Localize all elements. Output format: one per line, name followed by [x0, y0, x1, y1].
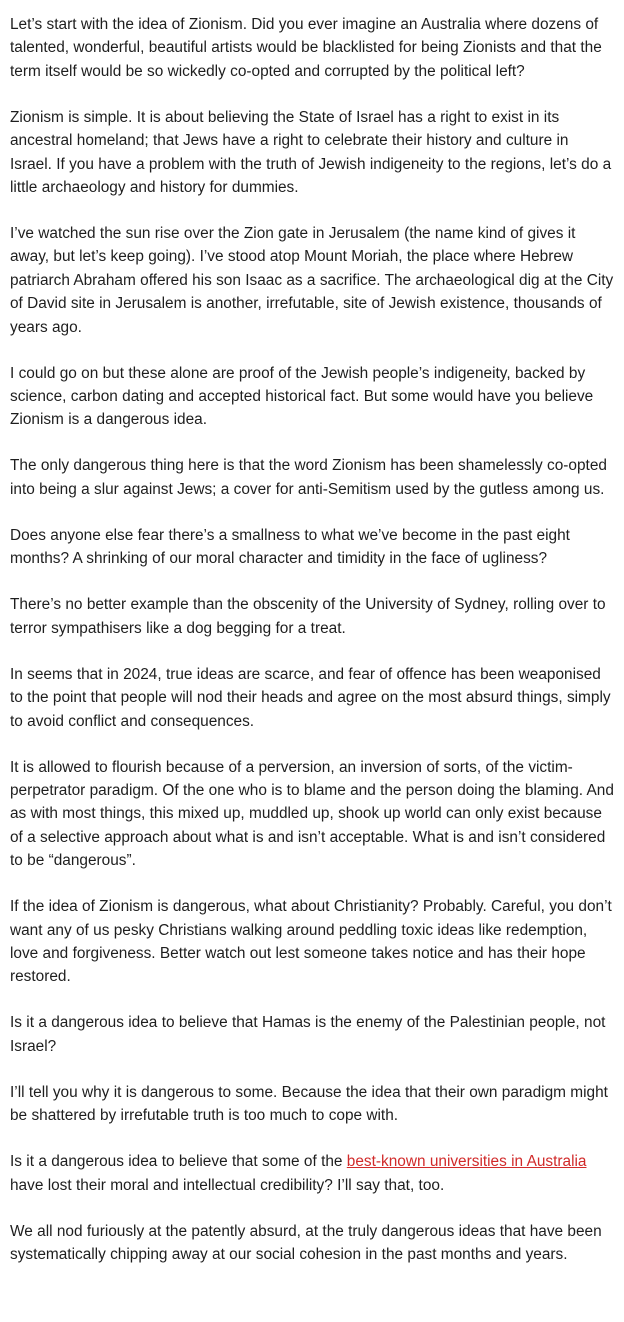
paragraph-9: It is allowed to flourish because of a perversion, an inversion of sorts, of the victim-perpetrator paradigm. Of the one who is to blame and the person doing the blaming. And as with most things, this mixed up, muddled up, shook up world can only exist because of a selective approach about what is and isn’t acceptable. What is and isn’t considered to be “dangerous”.	[10, 758, 614, 870]
paragraph-13	[10, 1150, 614, 1197]
paragraph-13-tail: have lost their moral and intellectual credibility? I’ll say that, too.	[10, 1176, 445, 1194]
paragraph-8: In seems that in 2024, true ideas are scarce, and fear of offence has been weaponised to the point that people will nod their heads and agree on the most absurd things, simply to avoid conflict and consequences.	[10, 665, 611, 730]
universities-link[interactable]: best-known universities in Australia	[346, 1153, 587, 1171]
paragraph-1: Let’s start with the idea of Zionism. Did you ever imagine an Australia where dozens of talented, wonderful, beautiful artists would be blacklisted for being Zionists and that the term itself would be so wickedly co-opted and corrupted by the political left?	[10, 16, 602, 80]
paragraph-6: Does anyone else fear there’s a smallness to what we’ve become in the past eight months? A shrinking of our moral character and timidity in the face of ugliness?	[10, 526, 570, 568]
paragraph-11: Is it a dangerous idea to believe that Hamas is the enemy of the Palestinian people, not Israel?	[10, 1014, 606, 1055]
paragraph-14: We all nod furiously at the patently absurd, at the truly dangerous ideas that have been systematically chipping away at our social cohesion in the past months and years.	[10, 1222, 602, 1263]
paragraph-13-lead: Is it a dangerous idea to believe that some of the	[10, 1153, 347, 1171]
paragraph-7: There’s no better example than the obscenity of the University of Sydney, rolling over to terror sympathisers like a dog begging for a treat.	[10, 596, 606, 637]
paragraph-12: I’ll tell you why it is dangerous to some. Because the idea that their own paradigm might be shattered by irrefutable truth is too much to cope with.	[10, 1083, 608, 1125]
paragraph-3: I’ve watched the sun rise over the Zion gate in Jerusalem (the name kind of gives it away, but let’s keep going). I’ve stood atop Mount Moriah, the place where Hebrew patriarch Abraham offered his son Isaac as a sacrifice. The archaeological dig at the City of David site in Jerusalem is another, irrefutable, site of Jewish existence, thousands of years ago.	[10, 225, 614, 336]
paragraph-4: I could go on but these alone are proof of the Jewish people’s indigeneity, backed by science, carbon dating and accepted historical fact. But some would have you believe Zionism is a dangerous idea.	[10, 364, 594, 429]
paragraph-2: Zionism is simple. It is about believing the State of Israel has a right to exist in its ancestral homeland; that Jews have a right to celebrate their history and culture in Israel. If you have a problem with the truth of Jewish indigeneity to the regions, let’s do a little archaeology and history for dummies.	[10, 108, 612, 197]
paragraph-5: The only dangerous thing here is that the word Zionism has been shamelessly co-opted into being a slur against Jews; a cover for anti-Semitism used by the gutless among us.	[10, 457, 607, 498]
paragraph-10: If the idea of Zionism is dangerous, what about Christianity? Probably. Careful, you don’t want any of us pesky Christians walking around peddling toxic ideas like redemption, love and forgiveness. Better watch out lest someone takes notice and has their hope restored.	[10, 898, 612, 986]
